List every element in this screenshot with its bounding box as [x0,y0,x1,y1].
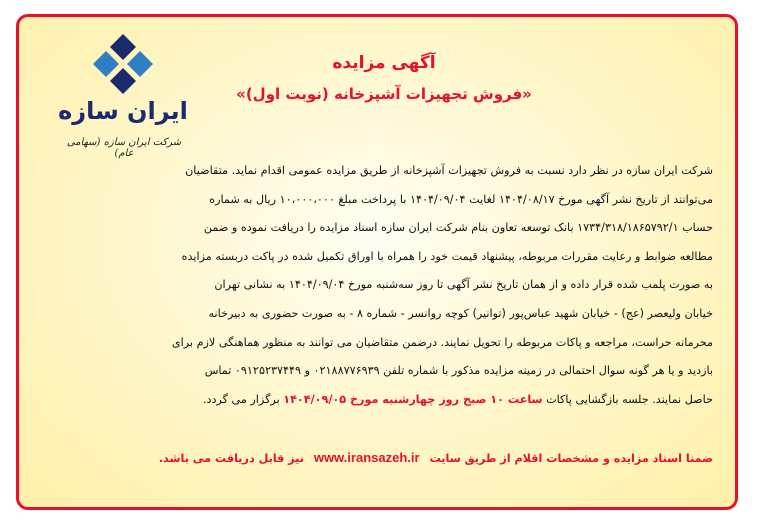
notice-body [45,157,713,414]
notice-title: آگهی مزایده [332,53,436,73]
body-line: به صورت پلمب شده قرار داده و از همان تاریخ نشر آگهی تا روز سه‌شنبه مورخ ۱۴۰۴/۰۹/۰۴ به نشانی تهران [214,278,713,292]
logo-tagline: شرکت ایران سازه (سهامی عام) [66,137,182,159]
last-line-before: حاصل نمایند. جلسه بازگشایی پاکات [542,392,713,406]
body-line: می‌توانند از تاریخ نشر آگهی مورخ ۱۴۰۴/۰۸/۱۷ لغایت ۱۴۰۴/۰۹/۰۴ با پرداخت مبلغ ۱۰،۰۰۰،۰۰۰ ریال به شماره [209,192,713,206]
body-line: خیابان ولیعصر (عج) - خیابان شهید عباس‌پور (توانیر) کوچه روانسر - شماره ۸ - به صورت حضوری به دبیرخانه [208,306,713,320]
body-line: مطالعه ضوابط و رعایت مقررات مربوطه، پیشنهاد قیمت خود را همراه با اوراق تکمیل شده در پاکت دربسته مزایده [181,249,713,263]
logo-name: ایران سازه [58,97,188,125]
opening-session-time: ساعت ۱۰ صبح روز چهارشنبه مورخ ۱۴۰۴/۰۹/۰۵ [283,392,543,406]
company-logo [49,31,197,159]
last-line-after: برگزار می گردد. [202,392,284,406]
notice-subtitle: «فروش تجهیزات آشپزخانه (نوبت اول)» [236,85,532,103]
website-link[interactable]: www.iransazeh.ir [313,450,420,465]
footer-before: ضمنا اسناد مزایده و مشخصات اقلام از طریق سایت [429,452,713,465]
body-line: حساب ۱۷۳۴/۳۱۸/۱۸۶۵۷۹۲/۱ بانک توسعه تعاون بنام شرکت ایران سازه اسناد مزایده را دریافت نموده و ضمن [203,221,713,235]
body-line: بازدید و یا هر گونه سوال احتمالی در زمینه مزایده مذکور با شماره تلفن ۰۲۱۸۸۷۷۶۹۳۹ و ۰۹۱۲۵۲۳۷۴۴۹ تماس [204,364,713,378]
logo-emblem-icon [49,31,197,97]
footer-note [45,450,713,465]
footer-after: نیز قابل دریافت می باشد. [158,452,304,465]
body-line-last [45,386,713,415]
body-line: شرکت ایران سازه در نظر دارد نسبت به فروش تجهیزات آشپزخانه از طریق مزایده عمومی اقدام نماید. متقاضیان [185,164,713,177]
body-line: محرمانه حراست، مراجعه و پاکات مربوطه را تحویل نمایند. درضمن متقاضیان می توانند به منظور هماهنگی لازم برای [171,335,713,349]
notice-frame [16,14,738,510]
